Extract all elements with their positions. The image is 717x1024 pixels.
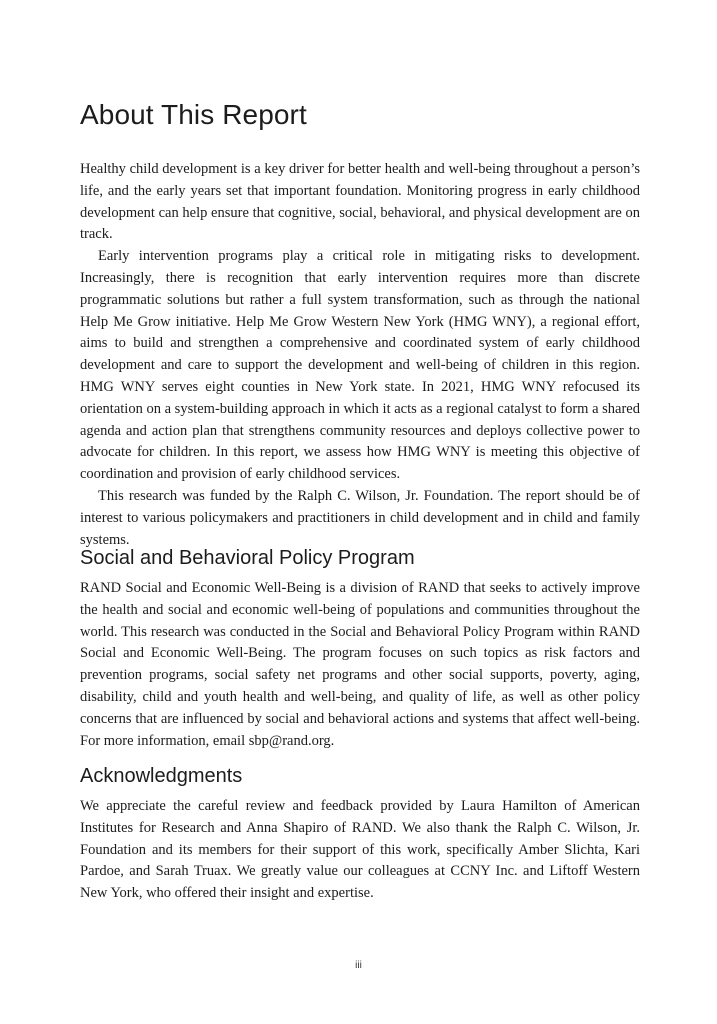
intro-paragraph-2: Early intervention programs play a critical role in mitigating risks to development. Increasingly, there is recognition that early intervention requires more than discrete programmatic solutions but rather a full system transformation, such as through the national Help Me Grow initiative. Help Me Grow Western New York (HMG WNY), a regional effort, aims to build and strengthen a comprehensive and coordinated system of early childhood development and care to support the development and well-being of children in this region. HMG WNY serves eight counties in New York state. In 2021, HMG WNY refocused its orientation on a system-building approach in which it acts as a regional catalyst to form a shared agenda and action plan that strengthens community resources and deploys collective power to advocate for children. In this report, we assess how HMG WNY is meeting this objective of coordination and provision of early childhood services. <box>80 248 640 483</box>
acknowledgments-paragraph: We appreciate the careful review and feedback provided by Laura Hamilton of American Institutes for Research and Anna Shapiro of RAND. We also thank the Ralph C. Wilson, Jr. Foundation and its members for their support of this work, specifically Amber Slichta, Kari Pardoe, and Sarah Truax. We greatly value our colleagues at CCNY Inc. and Liftoff Western New York, who offered their insight and expertise. <box>80 798 640 902</box>
program-paragraph: RAND Social and Economic Well-Being is a division of RAND that seeks to actively improve the health and social and economic well-being of populations and communities throughout the world. This research was conducted in the Social and Behavioral Policy Program within RAND Social and Economic Well-Being. The program focuses on such topics as risk factors and prevention programs, social safety net programs and other social supports, poverty, aging, disability, child and youth health and well-being, and quality of life, as well as other policy concerns that are influenced by social and behavioral actions and systems that affect well-being. For more information, email sbp@rand.org. <box>80 580 640 749</box>
page-title: About This Report <box>80 99 307 130</box>
acknowledgments-heading: Acknowledgments <box>80 765 243 787</box>
page-number: iii <box>355 960 362 971</box>
intro-section <box>80 159 640 551</box>
acknowledgments-section <box>80 796 640 905</box>
program-section <box>80 578 640 752</box>
intro-paragraph-1: Healthy child development is a key driver for better health and well-being throughout a person’s life, and the early years set that important foundation. Monitoring progress in early childhood development can help ensure that cognitive, social, behavioral, and physical development are on track. <box>80 161 640 243</box>
intro-paragraph-3: This research was funded by the Ralph C. Wilson, Jr. Foundation. The report should be of interest to various policymakers and practitioners in child development and in child and family systems. <box>80 487 640 548</box>
program-heading: Social and Behavioral Policy Program <box>80 547 415 569</box>
